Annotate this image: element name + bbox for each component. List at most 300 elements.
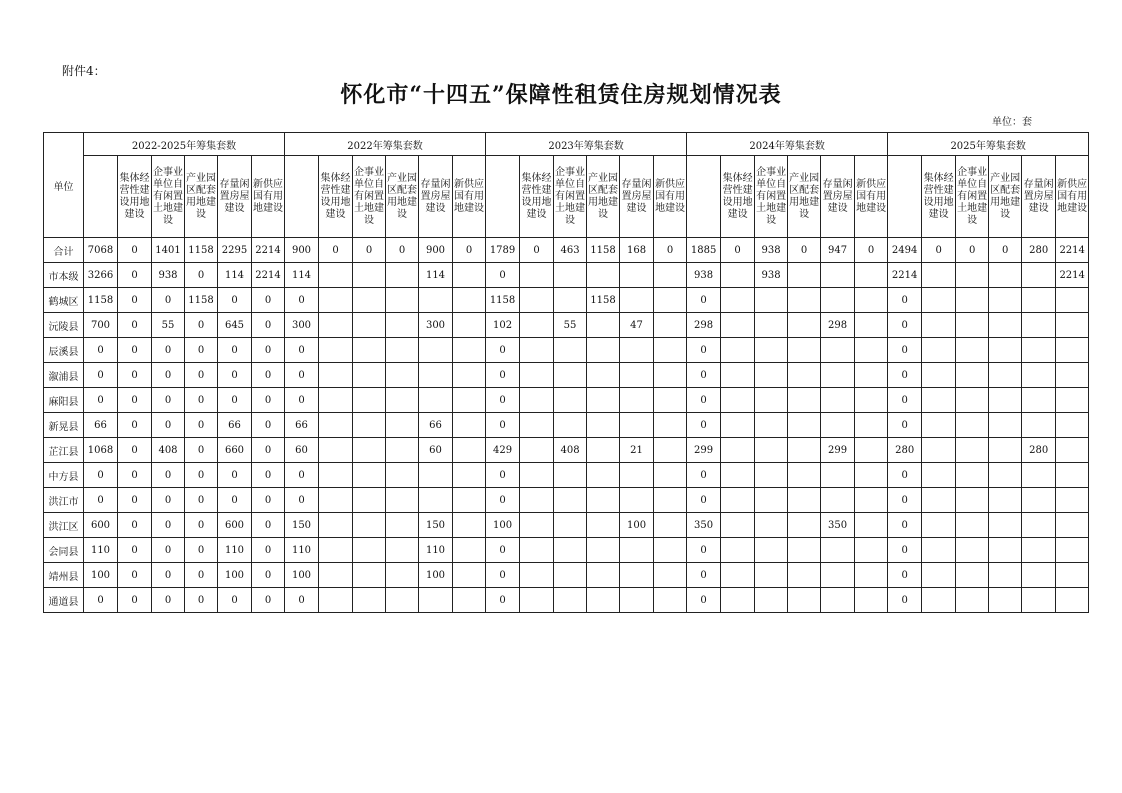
- table-cell: [855, 313, 888, 338]
- table-cell: [453, 363, 486, 388]
- table-row: [44, 463, 1089, 488]
- table-cell: [855, 288, 888, 313]
- table-cell: [554, 263, 587, 288]
- category-subheader: 存量闲置房屋建设: [1022, 156, 1056, 238]
- table-cell: 1158: [185, 238, 218, 263]
- group-total-subheader: [687, 156, 721, 238]
- table-cell: 0: [84, 338, 118, 363]
- table-cell: [821, 263, 855, 288]
- table-cell: [319, 513, 353, 538]
- table-cell: 0: [185, 338, 218, 363]
- table-cell: 100: [285, 563, 319, 588]
- table-cell: [922, 388, 956, 413]
- table-cell: [520, 338, 554, 363]
- table-cell: 102: [486, 313, 520, 338]
- table-cell: [419, 588, 453, 613]
- table-cell: 66: [218, 413, 252, 438]
- table-cell: [453, 463, 486, 488]
- table-cell: 0: [118, 438, 152, 463]
- table-cell: [989, 413, 1022, 438]
- table-cell: 168: [620, 238, 654, 263]
- table-cell: [956, 388, 989, 413]
- table-cell: [520, 388, 554, 413]
- table-cell: [922, 288, 956, 313]
- table-cell: 21: [620, 438, 654, 463]
- table-cell: [386, 263, 419, 288]
- table-cell: [855, 438, 888, 463]
- table-cell: [1056, 413, 1089, 438]
- table-cell: 0: [252, 288, 285, 313]
- category-subheader: 集体经营性建设用地建设: [721, 156, 755, 238]
- table-cell: 0: [118, 288, 152, 313]
- table-cell: 0: [252, 313, 285, 338]
- table-cell: [319, 463, 353, 488]
- table-cell: [755, 313, 788, 338]
- table-cell: 300: [285, 313, 319, 338]
- category-subheader: 存量闲置房屋建设: [218, 156, 252, 238]
- table-cell: 100: [419, 563, 453, 588]
- category-subheader: 新供应国有用地建设: [1056, 156, 1089, 238]
- table-cell: 100: [620, 513, 654, 538]
- table-cell: [620, 488, 654, 513]
- table-cell: [587, 488, 620, 513]
- table-cell: [554, 563, 587, 588]
- table-cell: 1158: [587, 238, 620, 263]
- table-cell: 7068: [84, 238, 118, 263]
- table-cell: 0: [185, 388, 218, 413]
- table-cell: 700: [84, 313, 118, 338]
- table-cell: 0: [956, 238, 989, 263]
- table-cell: [419, 388, 453, 413]
- table-cell: [386, 363, 419, 388]
- table-cell: 0: [252, 588, 285, 613]
- table-cell: 0: [888, 388, 922, 413]
- table-cell: [922, 538, 956, 563]
- table-cell: 0: [185, 463, 218, 488]
- table-cell: 280: [888, 438, 922, 463]
- table-cell: [386, 313, 419, 338]
- table-cell: 0: [486, 563, 520, 588]
- table-cell: 299: [687, 438, 721, 463]
- category-subheader: 企事业单位自有闲置土地建设: [956, 156, 989, 238]
- table-cell: 0: [185, 313, 218, 338]
- table-cell: 645: [218, 313, 252, 338]
- table-cell: 0: [118, 588, 152, 613]
- table-cell: [788, 463, 821, 488]
- table-cell: [721, 388, 755, 413]
- table-cell: [922, 588, 956, 613]
- table-cell: 1158: [185, 288, 218, 313]
- table-cell: [788, 338, 821, 363]
- table-cell: [453, 563, 486, 588]
- table-cell: [821, 388, 855, 413]
- table-cell: [755, 288, 788, 313]
- table-cell: 938: [152, 263, 185, 288]
- table-cell: 0: [252, 513, 285, 538]
- table-cell: [654, 488, 687, 513]
- table-cell: [386, 388, 419, 413]
- table-cell: [1056, 438, 1089, 463]
- table-cell: 0: [486, 363, 520, 388]
- table-cell: 0: [152, 513, 185, 538]
- table-cell: 100: [486, 513, 520, 538]
- table-cell: [620, 388, 654, 413]
- table-cell: [353, 538, 386, 563]
- table-cell: 100: [218, 563, 252, 588]
- table-cell: [755, 588, 788, 613]
- table-cell: [821, 363, 855, 388]
- table-cell: [319, 538, 353, 563]
- table-cell: 0: [486, 538, 520, 563]
- table-cell: [956, 288, 989, 313]
- table-cell: [855, 563, 888, 588]
- table-cell: [353, 313, 386, 338]
- table-cell: 1789: [486, 238, 520, 263]
- table-cell: 0: [687, 413, 721, 438]
- table-cell: 114: [419, 263, 453, 288]
- category-subheader: 新供应国有用地建设: [252, 156, 285, 238]
- row-label: 沅陵县: [44, 313, 84, 338]
- table-cell: [922, 363, 956, 388]
- table-cell: [922, 488, 956, 513]
- table-cell: [1022, 413, 1056, 438]
- table-cell: [1022, 463, 1056, 488]
- table-cell: [1056, 488, 1089, 513]
- table-cell: 0: [888, 513, 922, 538]
- table-cell: [1056, 388, 1089, 413]
- table-cell: [755, 488, 788, 513]
- table-cell: [353, 413, 386, 438]
- table-cell: 0: [252, 388, 285, 413]
- table-cell: [453, 588, 486, 613]
- table-cell: [419, 463, 453, 488]
- table-cell: [319, 388, 353, 413]
- table-cell: [554, 288, 587, 313]
- table-cell: [956, 363, 989, 388]
- table-cell: [989, 488, 1022, 513]
- table-cell: [1056, 588, 1089, 613]
- table-cell: 900: [419, 238, 453, 263]
- table-cell: [855, 463, 888, 488]
- row-label: 新晃县: [44, 413, 84, 438]
- table-row: [44, 563, 1089, 588]
- table-cell: [353, 563, 386, 588]
- table-cell: [821, 488, 855, 513]
- table-cell: [721, 313, 755, 338]
- row-label: 通道县: [44, 588, 84, 613]
- table-cell: [721, 263, 755, 288]
- table-cell: [654, 338, 687, 363]
- table-cell: 0: [386, 238, 419, 263]
- table-cell: 0: [185, 413, 218, 438]
- category-subheader: 企事业单位自有闲置土地建设: [755, 156, 788, 238]
- table-cell: 1885: [687, 238, 721, 263]
- table-cell: [788, 588, 821, 613]
- table-cell: 0: [285, 338, 319, 363]
- table-cell: [788, 288, 821, 313]
- table-cell: [386, 288, 419, 313]
- table-cell: [855, 338, 888, 363]
- table-cell: 0: [152, 413, 185, 438]
- table-cell: [821, 463, 855, 488]
- table-cell: [922, 313, 956, 338]
- table-cell: [353, 388, 386, 413]
- table-cell: 0: [185, 363, 218, 388]
- table-cell: 0: [252, 438, 285, 463]
- table-cell: [654, 538, 687, 563]
- table-cell: 299: [821, 438, 855, 463]
- table-cell: [989, 513, 1022, 538]
- table-cell: 1158: [587, 288, 620, 313]
- table-row: [44, 438, 1089, 463]
- row-label: 会同县: [44, 538, 84, 563]
- table-cell: [922, 563, 956, 588]
- table-cell: [386, 563, 419, 588]
- table-cell: [654, 588, 687, 613]
- table-cell: [721, 513, 755, 538]
- table-cell: 0: [353, 238, 386, 263]
- row-label: 市本级: [44, 263, 84, 288]
- row-label: 鹤城区: [44, 288, 84, 313]
- table-cell: 0: [486, 413, 520, 438]
- table-cell: [755, 563, 788, 588]
- table-cell: 0: [118, 513, 152, 538]
- table-cell: 2214: [252, 263, 285, 288]
- table-cell: [989, 438, 1022, 463]
- table-cell: [1056, 288, 1089, 313]
- table-cell: [956, 563, 989, 588]
- table-cell: 0: [888, 488, 922, 513]
- attachment-label: 附件4：: [62, 64, 106, 78]
- table-cell: [956, 488, 989, 513]
- group-header-2023: 2023年筹集套数: [486, 133, 687, 156]
- table-cell: 408: [554, 438, 587, 463]
- table-cell: [1056, 538, 1089, 563]
- table-cell: [788, 388, 821, 413]
- table-cell: 0: [252, 413, 285, 438]
- table-cell: 60: [419, 438, 453, 463]
- table-cell: [319, 413, 353, 438]
- table-cell: [956, 413, 989, 438]
- table-cell: [956, 338, 989, 363]
- category-subheader: 产业园区配套用地建设: [989, 156, 1022, 238]
- table-cell: 0: [453, 238, 486, 263]
- table-cell: 0: [888, 363, 922, 388]
- table-cell: [956, 588, 989, 613]
- table-cell: [353, 263, 386, 288]
- table-cell: 0: [84, 388, 118, 413]
- table-cell: [788, 538, 821, 563]
- table-cell: [922, 438, 956, 463]
- table-cell: 0: [152, 488, 185, 513]
- table-cell: [821, 338, 855, 363]
- table-cell: 150: [285, 513, 319, 538]
- table-cell: [755, 463, 788, 488]
- table-cell: [989, 563, 1022, 588]
- table-cell: [755, 513, 788, 538]
- table-row: [44, 588, 1089, 613]
- table-cell: 350: [821, 513, 855, 538]
- table-cell: 66: [419, 413, 453, 438]
- group-total-subheader: [285, 156, 319, 238]
- table-cell: [1022, 338, 1056, 363]
- table-cell: [620, 588, 654, 613]
- table-cell: [755, 538, 788, 563]
- table-cell: [922, 463, 956, 488]
- table-cell: 938: [755, 238, 788, 263]
- table-cell: 0: [218, 338, 252, 363]
- table-cell: [520, 263, 554, 288]
- table-cell: [721, 488, 755, 513]
- table-cell: 600: [84, 513, 118, 538]
- table-cell: [587, 588, 620, 613]
- category-subheader: 集体经营性建设用地建设: [520, 156, 554, 238]
- table-cell: [554, 513, 587, 538]
- group-header-2025: 2025年筹集套数: [888, 133, 1089, 156]
- table-cell: 0: [118, 363, 152, 388]
- table-cell: 947: [821, 238, 855, 263]
- table-cell: [319, 438, 353, 463]
- table-row: [44, 488, 1089, 513]
- table-cell: 0: [185, 263, 218, 288]
- table-cell: 0: [285, 288, 319, 313]
- table-cell: [1022, 588, 1056, 613]
- table-cell: [587, 438, 620, 463]
- table-cell: 0: [788, 238, 821, 263]
- table-cell: 0: [252, 463, 285, 488]
- table-cell: [419, 363, 453, 388]
- row-label: 芷江县: [44, 438, 84, 463]
- table-cell: 938: [755, 263, 788, 288]
- row-label: 洪江区: [44, 513, 84, 538]
- table-cell: [855, 488, 888, 513]
- table-cell: 55: [152, 313, 185, 338]
- table-cell: [353, 513, 386, 538]
- table-cell: [788, 488, 821, 513]
- table-cell: 2214: [1056, 238, 1089, 263]
- table-cell: [654, 563, 687, 588]
- table-cell: 0: [855, 238, 888, 263]
- table-cell: 0: [185, 563, 218, 588]
- table-cell: 0: [888, 413, 922, 438]
- category-subheader: 新供应国有用地建设: [855, 156, 888, 238]
- table-cell: [788, 438, 821, 463]
- table-cell: 0: [118, 238, 152, 263]
- table-cell: 0: [118, 413, 152, 438]
- table-cell: [654, 413, 687, 438]
- table-cell: [353, 288, 386, 313]
- table-cell: [319, 313, 353, 338]
- table-cell: [554, 538, 587, 563]
- table-cell: 66: [84, 413, 118, 438]
- table-cell: [386, 488, 419, 513]
- table-cell: 110: [419, 538, 453, 563]
- table-row: [44, 313, 1089, 338]
- table-cell: 0: [486, 388, 520, 413]
- table-cell: 900: [285, 238, 319, 263]
- housing-plan-table: [43, 132, 1089, 613]
- table-cell: [453, 538, 486, 563]
- table-cell: [587, 413, 620, 438]
- table-cell: [587, 263, 620, 288]
- table-cell: 0: [486, 588, 520, 613]
- table-cell: 1068: [84, 438, 118, 463]
- table-cell: [587, 363, 620, 388]
- table-cell: [353, 338, 386, 363]
- table-cell: [1056, 313, 1089, 338]
- table-cell: 0: [218, 288, 252, 313]
- table-cell: [788, 313, 821, 338]
- table-cell: 0: [319, 238, 353, 263]
- table-cell: [721, 338, 755, 363]
- table-cell: 0: [721, 238, 755, 263]
- table-cell: [755, 388, 788, 413]
- table-cell: 0: [654, 238, 687, 263]
- table-cell: [386, 588, 419, 613]
- table-cell: [554, 588, 587, 613]
- group-total-subheader: [486, 156, 520, 238]
- table-cell: [654, 288, 687, 313]
- table-cell: [520, 588, 554, 613]
- table-cell: [386, 463, 419, 488]
- category-subheader: 集体经营性建设用地建设: [118, 156, 152, 238]
- group-total-subheader: [888, 156, 922, 238]
- row-label: 洪江市: [44, 488, 84, 513]
- table-cell: [721, 363, 755, 388]
- table-cell: 298: [687, 313, 721, 338]
- table-cell: 0: [687, 488, 721, 513]
- table-cell: 0: [486, 263, 520, 288]
- table-cell: [1022, 313, 1056, 338]
- table-cell: 114: [218, 263, 252, 288]
- table-cell: 0: [888, 463, 922, 488]
- table-cell: 0: [252, 488, 285, 513]
- table-cell: [855, 388, 888, 413]
- table-cell: [788, 363, 821, 388]
- table-cell: [554, 388, 587, 413]
- table-cell: [721, 588, 755, 613]
- table-cell: [520, 313, 554, 338]
- table-cell: [721, 438, 755, 463]
- table-cell: 0: [888, 338, 922, 363]
- table-cell: [788, 263, 821, 288]
- table-cell: [855, 513, 888, 538]
- table-cell: 0: [687, 588, 721, 613]
- table-cell: [419, 488, 453, 513]
- group-header-2022-2025: 2022-2025年筹集套数: [84, 133, 285, 156]
- table-cell: [620, 263, 654, 288]
- table-cell: [319, 363, 353, 388]
- table-cell: 0: [218, 363, 252, 388]
- table-cell: 280: [1022, 238, 1056, 263]
- table-cell: [319, 563, 353, 588]
- table-cell: [319, 488, 353, 513]
- table-cell: 100: [84, 563, 118, 588]
- table-cell: 600: [218, 513, 252, 538]
- table-cell: 0: [252, 363, 285, 388]
- table-cell: [453, 413, 486, 438]
- table-cell: [520, 288, 554, 313]
- table-cell: [520, 538, 554, 563]
- table-cell: [1022, 363, 1056, 388]
- table-cell: 429: [486, 438, 520, 463]
- table-row: [44, 413, 1089, 438]
- table-cell: [788, 563, 821, 588]
- table-header: [44, 133, 1089, 238]
- table-cell: 0: [118, 263, 152, 288]
- table-cell: 0: [486, 463, 520, 488]
- table-cell: [721, 413, 755, 438]
